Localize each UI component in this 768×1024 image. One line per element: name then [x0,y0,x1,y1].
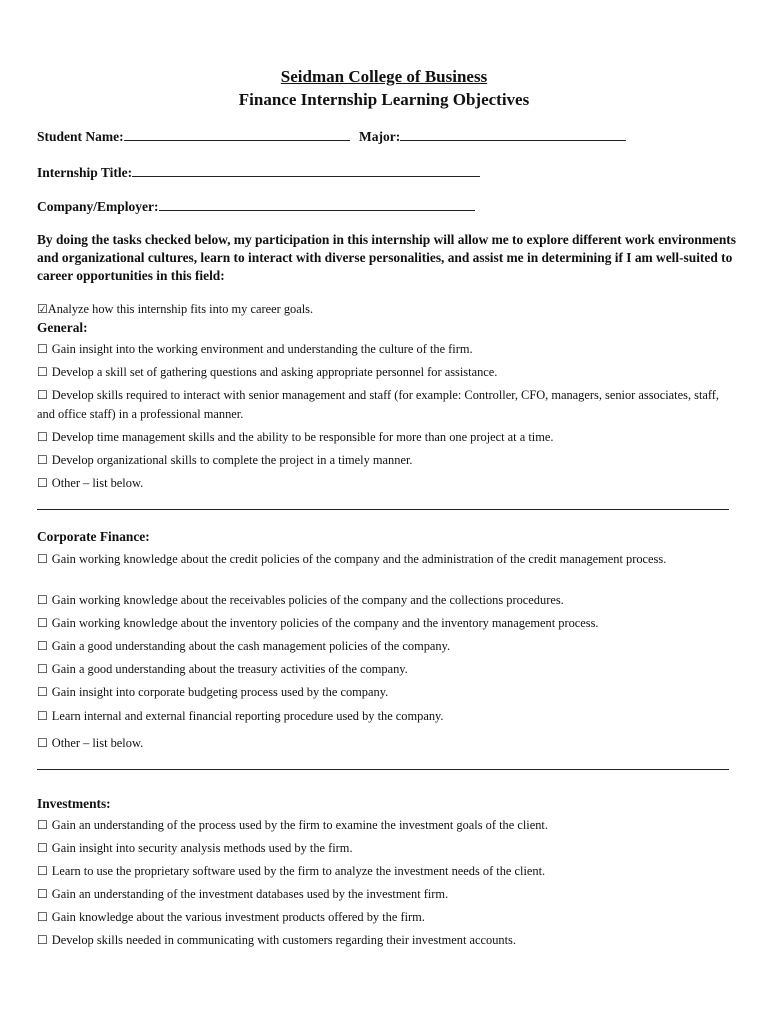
company-label: Company/Employer: [37,199,159,214]
section-heading-general: General: [37,320,88,335]
investments-item[interactable] [37,816,737,834]
corporate-finance-item[interactable] [37,637,737,655]
item-text: Gain a good understanding about the cash management policies of the company. [51,639,451,653]
investments-item[interactable] [37,931,737,949]
item-text: Develop time management skills and the ability to be responsible for more than one project at a time. [51,430,554,444]
checkbox[interactable]: ☐ [37,388,48,402]
item-text: Other – list below. [51,476,144,490]
investments-item[interactable] [37,885,737,903]
corporate-finance-item[interactable] [37,683,737,701]
checkbox[interactable]: ☐ [37,639,48,653]
item-text: Develop a skill set of gathering questions and asking appropriate personnel for assistance. [51,365,498,379]
company-field[interactable] [37,198,475,215]
corporate-finance-item[interactable] [37,614,737,632]
item-text: Gain a good understanding about the treasury activities of the company. [51,662,408,676]
checkbox[interactable]: ☐ [37,453,48,467]
item-text: Analyze how this internship fits into my career goals. [47,302,314,316]
section-heading-investments: Investments: [37,796,111,811]
general-item[interactable] [37,451,737,469]
checkbox[interactable]: ☐ [37,818,48,832]
internship-title-blank[interactable] [132,164,480,177]
checkbox[interactable]: ☐ [37,430,48,444]
item-text: Learn to use the proprietary software used by the firm to analyze the investment needs of the client. [51,864,546,878]
checkbox[interactable]: ☐ [37,736,48,750]
corporate-finance-item[interactable] [37,660,737,678]
item-text: Develop skills required to interact with senior management and staff (for example: Controller, CFO, managers, senior associates, staff, and office staff) in a professional manner. [37,388,720,421]
intro-paragraph: By doing the tasks checked below, my participation in this internship will allow me to explore different work environments and organizational cultures, learn to interact with diverse personalities, and assist me in determining if I am well-suited to career opportunities in this field: [37,232,736,283]
write-in-line-corporate-finance[interactable] [37,769,729,770]
checkbox[interactable]: ☐ [37,342,48,356]
major-label: Major: [359,129,401,144]
item-text: Gain an understanding of the investment databases used by the investment firm. [51,887,449,901]
item-text: Gain working knowledge about the inventory policies of the company and the inventory management process. [51,616,599,630]
item-text: Learn internal and external financial reporting procedure used by the company. [51,709,444,723]
item-text: Gain working knowledge about the credit policies of the company and the administration of the credit management process. [51,552,667,566]
student-name-field[interactable] [37,128,626,145]
item-text: Gain insight into the working environment and understanding the culture of the firm. [51,342,473,356]
checkbox[interactable]: ☐ [37,887,48,901]
general-item-other[interactable] [37,474,737,492]
student-name-label: Student Name: [37,129,124,144]
internship-title-label: Internship Title: [37,165,133,180]
checkbox[interactable]: ☐ [37,864,48,878]
item-text: Gain an understanding of the process used by the firm to examine the investment goals of the client. [51,818,548,832]
item-text: Develop organizational skills to complete the project in a timely manner. [51,453,413,467]
student-name-blank[interactable] [124,128,350,141]
company-blank[interactable] [159,198,475,211]
checkbox[interactable]: ☐ [37,662,48,676]
item-text: Gain working knowledge about the receivables policies of the company and the collections procedures. [51,593,564,607]
general-item[interactable] [37,363,737,381]
investments-item[interactable] [37,862,737,880]
write-in-line-general[interactable] [37,509,729,510]
checkbox[interactable]: ☐ [37,910,48,924]
major-blank[interactable] [400,128,626,141]
corporate-finance-item[interactable] [37,707,737,725]
document-title: Finance Internship Learning Objectives [238,90,530,109]
item-text: Gain insight into security analysis methods used by the firm. [51,841,353,855]
item-text: Other – list below. [51,736,144,750]
item-text: Develop skills needed in communicating with customers regarding their investment accounts. [51,933,516,947]
general-item[interactable] [37,386,737,424]
checkbox[interactable]: ☐ [37,552,48,566]
checklist-item-career-goals[interactable] [37,300,737,318]
general-item[interactable] [37,340,737,358]
checked-checkbox[interactable]: ☑ [37,302,48,316]
checkbox[interactable]: ☐ [37,685,48,699]
corporate-finance-item-other[interactable] [37,734,737,752]
section-heading-corporate-finance: Corporate Finance: [37,529,150,544]
checkbox[interactable]: ☐ [37,476,48,490]
investments-item[interactable] [37,908,737,926]
investments-item[interactable] [37,839,737,857]
checkbox[interactable]: ☐ [37,709,48,723]
checkbox[interactable]: ☐ [37,933,48,947]
checkbox[interactable]: ☐ [37,365,48,379]
internship-title-field[interactable] [37,164,480,181]
checkbox[interactable]: ☐ [37,593,48,607]
corporate-finance-item[interactable] [37,591,737,609]
general-item[interactable] [37,428,737,446]
checkbox[interactable]: ☐ [37,616,48,630]
corporate-finance-item[interactable] [37,550,737,569]
item-text: Gain insight into corporate budgeting process used by the company. [51,685,389,699]
item-text: Gain knowledge about the various investment products offered by the firm. [51,910,425,924]
college-heading: Seidman College of Business [280,67,488,86]
checkbox[interactable]: ☐ [37,841,48,855]
